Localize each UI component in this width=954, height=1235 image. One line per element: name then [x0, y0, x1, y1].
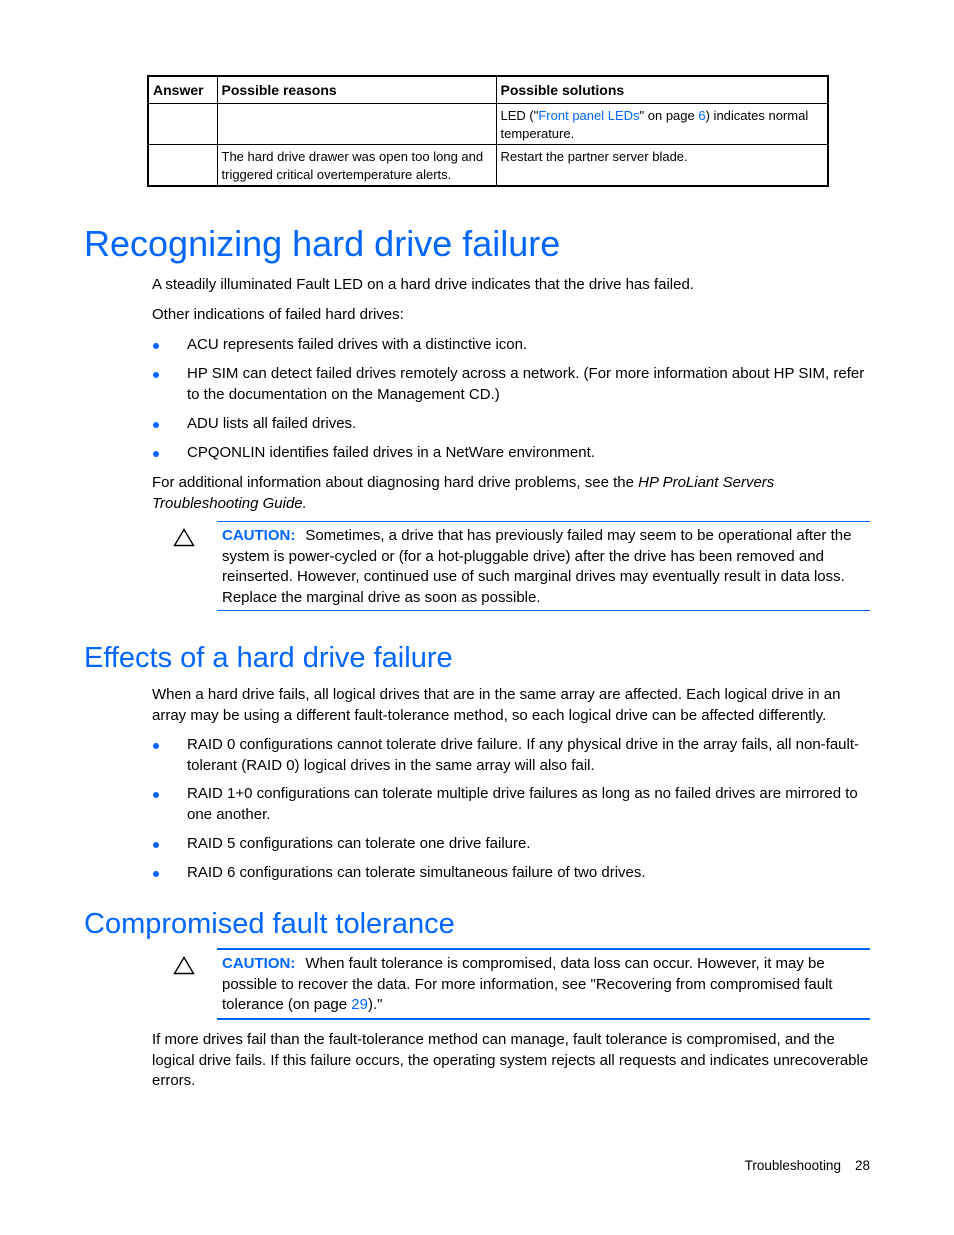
- cell-solution: Restart the partner server blade.: [496, 145, 828, 187]
- list-item-text: ACU represents failed drives with a distinctive icon.: [187, 336, 528, 353]
- caution-text: When fault tolerance is compromised, data loss can occur. However, it may be possible to recover the data. For more information, see "Recovering from compromised fault tolerance (on page: [222, 955, 833, 1013]
- cell-reason: [217, 104, 496, 145]
- guide-title: HP ProLiant Servers Troubleshooting Guide.: [152, 474, 775, 512]
- section-title-compromised: Compromised fault tolerance: [84, 908, 455, 940]
- paragraph: Other indications of failed hard drives:: [152, 306, 404, 323]
- caution-text: ).": [367, 996, 383, 1013]
- bullet-icon: [153, 871, 159, 877]
- cell-answer: [148, 104, 217, 145]
- caution-box: [217, 521, 870, 611]
- list-item-text: ADU lists all failed drives.: [187, 415, 357, 432]
- list-item-text: CPQONLIN identifies failed drives in a NetWare environment.: [187, 444, 595, 461]
- page-footer: [745, 1158, 870, 1173]
- caution-label: CAUTION:: [222, 527, 296, 544]
- paragraph: If more drives fail than the fault-tolerance method can manage, fault tolerance is compromised, and the logical drive fails. If this failure occurs, the operating system rejects all requests and indicates unrecoverable errors.: [152, 1031, 869, 1089]
- bullet-icon: [153, 842, 159, 848]
- section-title-effects: Effects of a hard drive failure: [84, 642, 453, 674]
- list-item-text: RAID 1+0 configurations can tolerate multiple drive failures as long as no failed drives are mirrored to one another.: [187, 785, 858, 823]
- paragraph: A steadily illuminated Fault LED on a hard drive indicates that the drive has failed.: [152, 276, 694, 293]
- page-link[interactable]: 6: [698, 108, 706, 123]
- bullet-icon: [153, 422, 159, 428]
- caution-triangle-icon: [173, 956, 195, 975]
- bullet-icon: [153, 372, 159, 378]
- troubleshooting-table: [147, 75, 829, 187]
- cell-answer: [148, 145, 217, 187]
- list-item-text: RAID 5 configurations can tolerate one drive failure.: [187, 835, 531, 852]
- paragraph-text: For additional information about diagnosing hard drive problems, see the: [152, 474, 639, 491]
- cell-solution: [496, 104, 828, 145]
- section-title-recognizing: Recognizing hard drive failure: [84, 223, 561, 264]
- list-item-text: HP SIM can detect failed drives remotely across a network. (For more information about HP SIM, refer to the documentation on the Management CD.): [187, 365, 865, 403]
- page-link[interactable]: 29: [351, 996, 368, 1013]
- caution-label: CAUTION:: [222, 955, 296, 972]
- paragraph: [152, 473, 872, 514]
- table-row: [148, 145, 828, 187]
- table-header-row: [148, 76, 828, 104]
- header-answer: Answer: [148, 76, 217, 104]
- caution-box: [217, 948, 870, 1020]
- caution-text: Sometimes, a drive that has previously failed may seem to be operational after the system is power-cycled or (for a hot-pluggable drive) after the drive has been removed and reinserted. However, continued use of such marginal drives may eventually result in data loss. Replace the marginal drive as soon as possible.: [222, 527, 852, 606]
- solution-text: LED (": [500, 108, 539, 123]
- header-possible-solutions: Possible solutions: [496, 76, 828, 104]
- cell-reason: The hard drive drawer was open too long and triggered critical overtemperature alerts.: [217, 145, 496, 187]
- bullet-icon: [153, 743, 159, 749]
- list-item-text: RAID 0 configurations cannot tolerate drive failure. If any physical drive in the array fails, all non-fault-tolerant (RAID 0) logical drives in the same array will also fail.: [187, 736, 859, 774]
- page-number: 28: [854, 1158, 870, 1173]
- caution-triangle-icon: [173, 528, 195, 547]
- bullet-icon: [153, 451, 159, 457]
- caution-content: [222, 954, 862, 1016]
- paragraph: When a hard drive fails, all logical drives that are in the same array are affected. Each logical drive in an array may be using a different fault-tolerance method, so each logical drive can be affected differently.: [152, 686, 841, 724]
- bullet-icon: [153, 343, 159, 349]
- caution-content: [222, 526, 862, 608]
- front-panel-leds-link[interactable]: Front panel LEDs: [538, 108, 640, 123]
- bullet-icon: [153, 792, 159, 798]
- solution-text: " on page: [639, 108, 699, 123]
- list-item-text: RAID 6 configurations can tolerate simultaneous failure of two drives.: [187, 864, 646, 881]
- footer-section: Troubleshooting: [744, 1158, 841, 1173]
- table-row: [148, 104, 828, 145]
- solution-text: ) indicates normal temperature.: [500, 108, 809, 141]
- header-possible-reasons: Possible reasons: [217, 76, 496, 104]
